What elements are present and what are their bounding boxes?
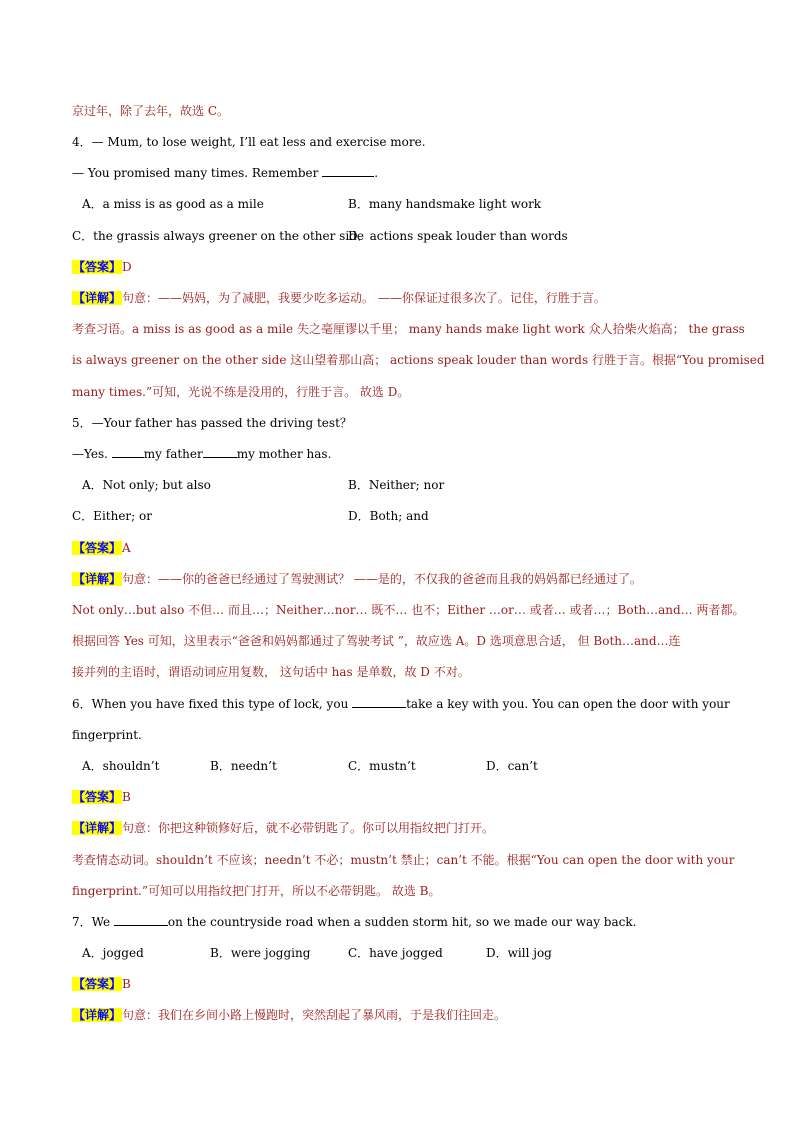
q4-option-d: D．actions speak louder than words bbox=[348, 229, 568, 243]
explanation-tag: 【详解】 bbox=[73, 572, 122, 586]
q7-stem-text-a: 7．We bbox=[72, 915, 114, 929]
q7-explanation-1-text: 句意：我们在乡间小路上慢跑时，突然刮起了暴风雨，于是我们往回走。 bbox=[122, 1008, 507, 1022]
q5-explanation-4: 接并列的主语时，谓语动词应用复数， 这句话中 has 是单数，故 D 不对。 bbox=[72, 665, 470, 679]
q6-stem-text-a: 6．When you have fixed this type of lock, you bbox=[72, 697, 353, 711]
answer-tag: 【答案】 bbox=[73, 541, 122, 555]
q5-explanation-1 bbox=[72, 571, 734, 587]
q4-explanation-2: 考查习语。a miss is as good as a mile 失之毫厘谬以千里； many hands make light work 众人拾柴火焰高； the grass bbox=[72, 322, 745, 336]
q6-option-d: D．can’t bbox=[486, 759, 538, 773]
q4-option-b: B．many handsmake light work bbox=[348, 197, 542, 211]
q5-answer-value: A bbox=[122, 541, 131, 555]
q7-option-c: C．have jogged bbox=[348, 946, 443, 960]
q4-stem-line2 bbox=[72, 165, 734, 181]
q7-answer-value: B bbox=[122, 977, 131, 991]
q7-option-d: D．will jog bbox=[486, 946, 552, 960]
answer-tag: 【答案】 bbox=[73, 260, 122, 274]
q5-option-d: D．Both; and bbox=[348, 509, 429, 523]
q4-explanation-4: many times.”可知，光说不练是没用的，行胜于言。 故选 D。 bbox=[72, 385, 410, 399]
q6-explanation-2: 考查情态动词。shouldn’t 不应该；needn’t 不必；mustn’t 禁止；can’t 不能。根据“You can open the door with your bbox=[72, 853, 735, 867]
q5-stem-line2 bbox=[72, 446, 734, 462]
q7-stem bbox=[72, 914, 734, 930]
q5-stem-text-a: —Yes. bbox=[72, 447, 112, 461]
explanation-tag: 【详解】 bbox=[73, 291, 122, 305]
q6-explanation-3: fingerprint.”可知可以用指纹把门打开，所以不必带钥匙。 故选 B。 bbox=[72, 884, 441, 898]
answer-tag: 【答案】 bbox=[73, 790, 122, 804]
q5-explanation-3: 根据回答 Yes 可知，这里表示“爸爸和妈妈都通过了驾驶考试 ”，故应选 A。D 选项意思合适， 但 Both…and…连 bbox=[72, 634, 681, 648]
prev-explanation-tail: 京过年，除了去年，故选 C。 bbox=[72, 104, 229, 118]
q5-option-c: C．Either; or bbox=[72, 509, 152, 523]
q4-explanation-1-text: 句意：——妈妈，为了减肥，我要少吃多运动。 ——你保证过很多次了。记住，行胜于言。 bbox=[122, 291, 606, 305]
q4-stem-line2-text: — You promised many times. Remember bbox=[72, 166, 323, 180]
q4-stem: 4．— Mum, to lose weight, I’ll eat less and exercise more. bbox=[72, 135, 426, 149]
q6-answer bbox=[72, 789, 734, 805]
q5-option-b: B．Neither; nor bbox=[348, 478, 445, 492]
answer-tag: 【答案】 bbox=[73, 977, 122, 991]
q6-option-b: B．needn’t bbox=[210, 759, 277, 773]
q4-explanation-1 bbox=[72, 290, 734, 306]
q6-explanation-1-text: 句意：你把这种锁修好后，就不必带钥匙了。你可以用指纹把门打开。 bbox=[122, 821, 495, 835]
q4-stem-line2-end: . bbox=[374, 166, 379, 180]
q5-explanation-2: Not only…but also 不但… 而且…；Neither…nor… 既不… 也不；Either …or… 或者… 或者…；Both…and… 两者都。 bbox=[72, 603, 745, 617]
q6-blank bbox=[352, 696, 406, 708]
q7-answer bbox=[72, 976, 734, 992]
q7-option-b: B．were jogging bbox=[210, 946, 311, 960]
q5-stem: 5．—Your father has passed the driving test？ bbox=[72, 416, 352, 430]
q5-stem-text-c: my mother has. bbox=[236, 447, 332, 461]
q7-stem-text-b: on the countryside road when a sudden storm hit, so we made our way back. bbox=[167, 915, 637, 929]
q6-explanation-1 bbox=[72, 820, 734, 836]
q7-explanation-1 bbox=[72, 1007, 734, 1023]
q6-option-a: A．shouldn’t bbox=[82, 759, 160, 773]
q5-option-a: A．Not only; but also bbox=[82, 478, 211, 492]
q5-blank-1 bbox=[112, 446, 144, 458]
q4-explanation-3: is always greener on the other side 这山望着那山高； actions speak louder than words 行胜于言。根据“You promised bbox=[72, 353, 765, 367]
q4-answer-value: D bbox=[122, 260, 132, 274]
q7-blank bbox=[114, 914, 168, 926]
q6-stem-text-b: take a key with you. You can open the door with your bbox=[406, 697, 730, 711]
explanation-tag: 【详解】 bbox=[73, 821, 122, 835]
q7-option-a: A．jogged bbox=[82, 946, 144, 960]
q5-blank-2 bbox=[203, 446, 237, 458]
q4-option-c: C．the grassis always greener on the other side bbox=[72, 229, 364, 243]
q4-answer bbox=[72, 259, 734, 275]
q6-stem-line2: fingerprint. bbox=[72, 728, 142, 742]
explanation-tag: 【详解】 bbox=[73, 1008, 122, 1022]
q6-answer-value: B bbox=[122, 790, 131, 804]
q4-option-a: A．a miss is as good as a mile bbox=[82, 197, 264, 211]
q6-option-c: C．mustn’t bbox=[348, 759, 416, 773]
q5-answer bbox=[72, 540, 734, 556]
q4-blank bbox=[322, 165, 374, 177]
q5-explanation-1-text: 句意：——你的爸爸已经通过了驾驶测试？ ——是的，不仅我的爸爸而且我的妈妈都已经通过了。 bbox=[122, 572, 642, 586]
q6-stem bbox=[72, 696, 734, 712]
q5-stem-text-b: my father bbox=[143, 447, 203, 461]
